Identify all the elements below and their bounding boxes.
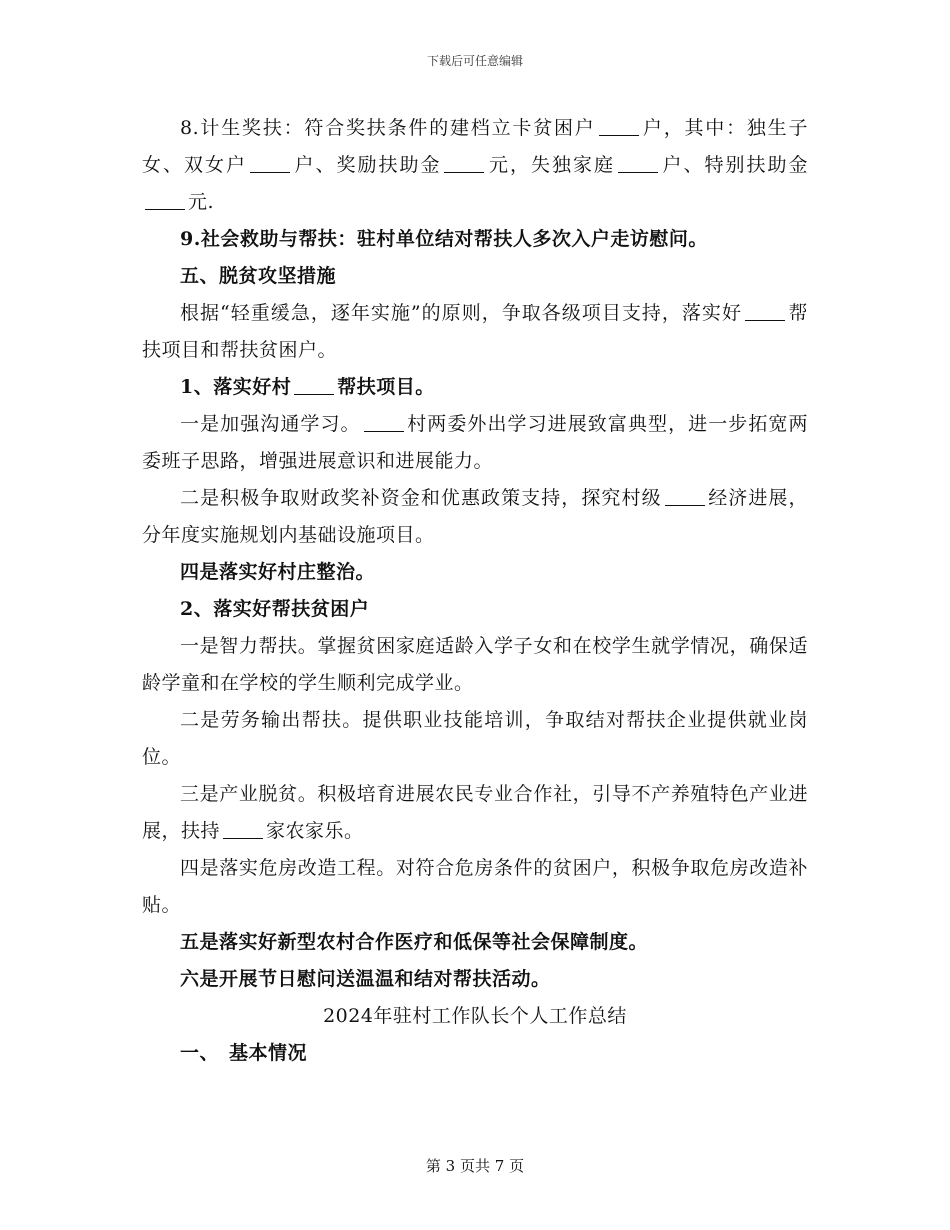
blank-field [665, 486, 705, 506]
paragraph-education-support: 一是智力帮扶。掌握贫困家庭适龄入学子女和在校学生就学情况，确保适龄学童和在学校的学生顺利完成学业。 [142, 635, 808, 694]
paragraph-funding: 二是积极争取财政奖补资金和优惠政策支持，探究村级 经济进展，分年度实施规划内基础设施项目。 [142, 487, 808, 546]
blank-field [145, 190, 185, 210]
document-title: 2024年驻村工作队长个人工作总结 [323, 1005, 627, 1027]
subheading-poor-households: 2、落实好帮扶贫困户 [180, 598, 370, 620]
section-heading-basic-info: 一、 基本情况 [180, 1042, 308, 1064]
paragraph-principle: 根据“轻重缓急，逐年实施”的原则，争取各级项目支持，落实好 帮扶项目和帮扶贫困户。 [142, 302, 808, 361]
blank-field [444, 153, 484, 173]
blank-field [250, 153, 290, 173]
paragraph-industry: 三是产业脱贫。积极培育进展农民专业合作社，引导不产养殖特色产业进展，扶持 家农家乐。 [142, 783, 808, 842]
document-body [142, 110, 808, 1072]
blank-field [294, 375, 334, 395]
section-heading-measures: 五、脱贫攻坚措施 [180, 265, 337, 287]
blank-field [599, 116, 639, 136]
blank-field [745, 301, 785, 321]
paragraph-medical-security: 五是落实好新型农村合作医疗和低保等社会保障制度。 [180, 931, 649, 953]
page-footer: 第 3 页共 7 页 [425, 1157, 525, 1175]
paragraph-social-assistance: 9.社会救助与帮扶：驻村单位结对帮扶人多次入户走访慰问。 [180, 228, 708, 250]
paragraph-family-planning: 8.计生奖扶：符合奖扶条件的建档立卡贫困户 户，其中：独生子女、双女户 户、奖励扶助金 元，失独家庭 户、特别扶助金元. [142, 117, 808, 213]
paragraph-communication: 一是加强沟通学习。 村两委外出学习进展致富典型，进一步拓宽两委班子思路，增强进展意识和进展能力。 [142, 413, 808, 472]
subheading-village-projects: 1、落实好村 帮扶项目。 [180, 376, 435, 398]
paragraph-labor-support: 二是劳务输出帮扶。提供职业技能培训，争取结对帮扶企业提供就业岗位。 [142, 709, 808, 768]
paragraph-village-renovation: 四是落实好村庄整治。 [180, 561, 376, 583]
paragraph-housing: 四是落实危房改造工程。对符合危房条件的贫困户，积极争取危房改造补贴。 [142, 857, 808, 916]
blank-field [618, 153, 658, 173]
page-header: 下载后可任意编辑 [426, 54, 523, 68]
paragraph-holiday-visits: 六是开展节日慰问送温温和结对帮扶活动。 [180, 968, 551, 990]
blank-field [364, 412, 404, 432]
blank-field [223, 819, 263, 839]
